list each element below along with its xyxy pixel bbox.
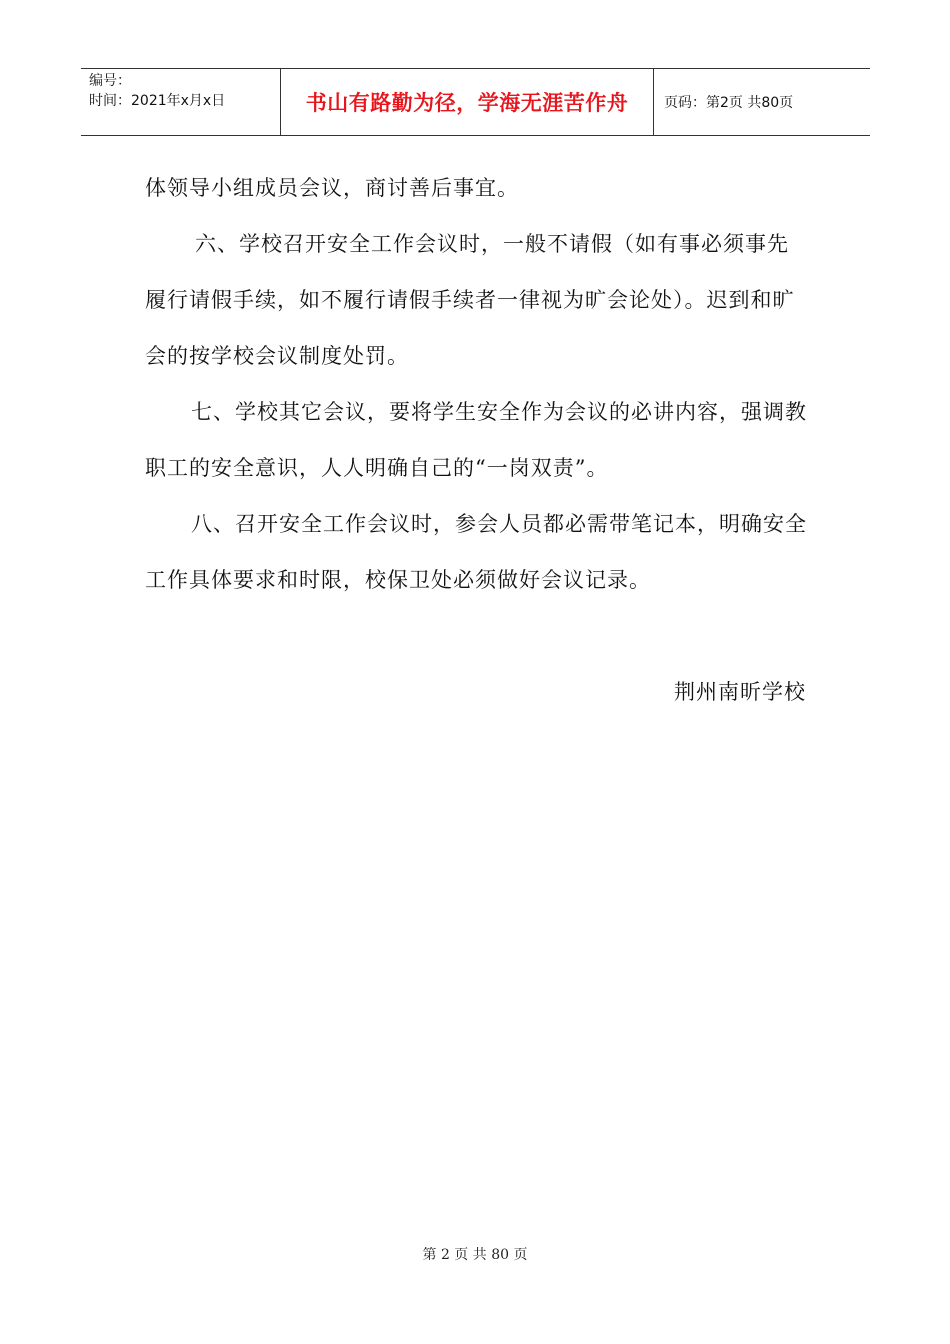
motto-text: 书山有路勤为径，学海无涯苦作舟 — [305, 91, 629, 115]
page-footer: 第 2 页 共 80 页 — [422, 1247, 528, 1263]
paragraph-item-8: 八、召开安全工作会议时，参会人员都必需带笔记本，明确安全工作具体要求和时限，校保卫处必须做好会议记录。 — [145, 512, 807, 592]
header-meta — [81, 69, 281, 135]
page-info: 页码：第2页 共80页 — [664, 95, 794, 111]
signature-school: 荆州南昕学校 — [674, 680, 806, 704]
date-line: 时间：2021年x月x日 — [89, 93, 226, 109]
paragraph-item-6: 六、学校召开安全工作会议时，一般不请假（如有事必须事先履行请假手续，如不履行请假手续者一律视为旷会论处）。迟到和旷会的按学校会议制度处罚。 — [145, 232, 795, 368]
header-page-cell — [654, 69, 870, 135]
document-header — [81, 68, 870, 136]
paragraph-continuation: 体领导小组成员会议，商讨善后事宜。 — [145, 176, 519, 200]
paragraph-item-7: 七、学校其它会议，要将学生安全作为会议的必讲内容，强调教职工的安全意识，人人明确自己的“一岗双责”。 — [145, 400, 807, 480]
number-label: 编号： — [89, 73, 131, 89]
document-body — [145, 160, 809, 608]
header-motto-cell — [281, 69, 654, 135]
